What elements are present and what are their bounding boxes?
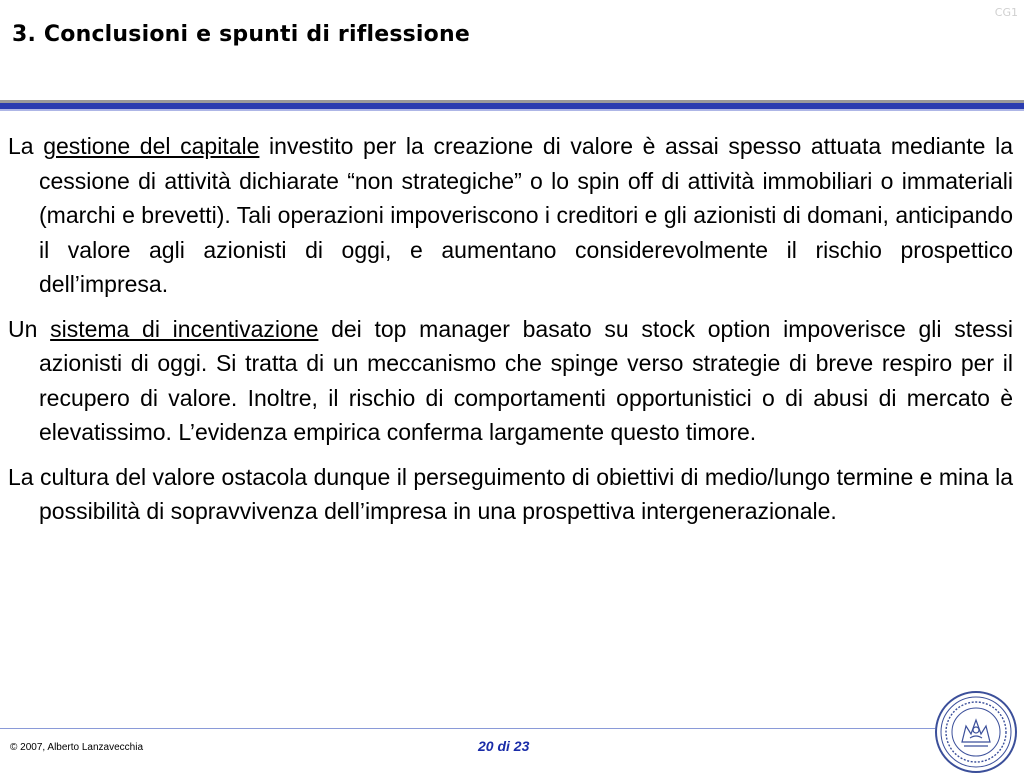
- paragraph-capital-management: [8, 129, 1013, 302]
- paragraph-text: investito per la creazione di valore è assai spesso attuata mediante la cessione di attività dichiarate “non strategiche” o lo spin off di attività immobiliari o immateriali (marchi e brevetti). Tali operazioni impoveriscono i creditori e gli azionisti di domani, anticipando il valore agli azionisti di oggi, e aumentano considerevolmente il rischio prospettico dell’impresa.: [39, 133, 1013, 297]
- paragraph-value-culture: La cultura del valore ostacola dunque il perseguimento di obiettivi di medio/lungo termine e mina la possibilità di sopravvivenza dell’impresa in una prospettiva intergenerazionale.: [8, 463, 1013, 524]
- underlined-term-incentive-system: sistema di incentivazione: [50, 315, 319, 342]
- paragraph-lead: La: [8, 133, 44, 159]
- paragraph-text: dei top manager basato su stock option impoverisce gli stessi azionisti di oggi. Si tratta di un meccanismo che spinge verso strategie di breve respiro per il recupero di valore. Inoltre, il rischio di comportamenti opportunistici o di abusi di mercato è elevatissimo. L’evidenza empirica conferma largamente questo timore.: [39, 315, 1014, 445]
- corner-tag: CG1: [994, 6, 1018, 19]
- underlined-term-capital-management: gestione del capitale: [43, 133, 260, 159]
- footer-rule: [0, 728, 935, 729]
- copyright-notice: © 2007, Alberto Lanzavecchia: [10, 742, 144, 753]
- paragraph-incentive-system: [8, 312, 1013, 450]
- university-seal-icon: [934, 690, 1018, 774]
- title-rule: [0, 100, 1024, 112]
- slide-body: [8, 129, 1013, 539]
- title-rule-highlight: [0, 109, 1024, 111]
- page-number: 20 di 23: [478, 738, 530, 754]
- slide-title: 3. Conclusioni e spunti di riflessione: [12, 22, 470, 47]
- paragraph-lead: Un: [8, 315, 51, 342]
